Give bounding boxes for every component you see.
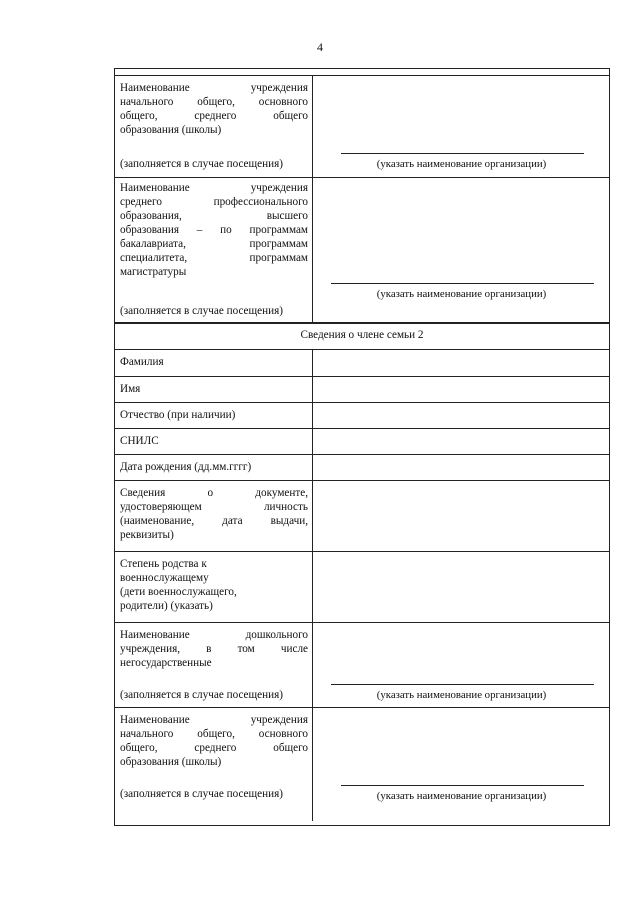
school-2-note: (заполняется в случае посещения) xyxy=(120,788,283,800)
school-2-value[interactable] xyxy=(314,708,609,823)
label-line: общего, среднего общего xyxy=(120,742,308,754)
row-kinship xyxy=(115,551,609,622)
preschool-value[interactable] xyxy=(314,623,609,707)
row-patronymic xyxy=(115,402,609,428)
surname-value[interactable] xyxy=(314,350,609,376)
surname-label: Фамилия xyxy=(120,356,164,368)
patronymic-value[interactable] xyxy=(314,403,609,428)
section-title: Сведения о члене семьи 2 xyxy=(300,329,424,341)
higher-caption: (указать наименование организации) xyxy=(376,288,547,300)
school-1-label xyxy=(120,81,308,137)
row-section-header xyxy=(115,322,609,349)
signature-line xyxy=(341,153,584,154)
label-line: специалитета, программам xyxy=(120,252,308,264)
label-line: учреждения, в том числе xyxy=(120,643,308,655)
label-line: Наименование дошкольного xyxy=(120,629,308,641)
label-line: образования (школы) xyxy=(120,756,222,768)
row-higher-education xyxy=(115,177,609,322)
preschool-caption: (указать наименование организации) xyxy=(376,689,547,701)
label-line: Наименование учреждения xyxy=(120,182,308,194)
name-label: Имя xyxy=(120,383,141,395)
row-birth-date xyxy=(115,454,609,480)
higher-note: (заполняется в случае посещения) xyxy=(120,305,283,317)
birth-date-label: Дата рождения (дд.мм.гггг) xyxy=(120,461,252,473)
school-2-label xyxy=(120,713,308,769)
row-name xyxy=(115,376,609,402)
patronymic-label: Отчество (при наличии) xyxy=(120,409,236,421)
signature-line xyxy=(331,283,594,284)
birth-date-value[interactable] xyxy=(314,455,609,480)
label-line: образования (школы) xyxy=(120,124,222,136)
row-snils xyxy=(115,428,609,454)
signature-line xyxy=(341,785,584,786)
label-line: реквизиты) xyxy=(120,529,174,541)
snils-value[interactable] xyxy=(314,429,609,454)
label-line: Наименование учреждения xyxy=(120,714,308,726)
page-number: 4 xyxy=(317,40,323,54)
label-line: Сведения о документе, xyxy=(120,487,308,499)
signature-line xyxy=(331,684,594,685)
row-surname xyxy=(115,349,609,376)
label-line: начального общего, основного xyxy=(120,96,308,108)
top-rule xyxy=(115,75,609,76)
higher-value[interactable] xyxy=(314,178,609,322)
label-line: негосударственные xyxy=(120,657,212,669)
label-line: (наименование, дата выдачи, xyxy=(120,515,308,527)
school-2-caption: (указать наименование организации) xyxy=(376,790,547,802)
name-value[interactable] xyxy=(314,377,609,402)
label-line: среднего профессионального xyxy=(120,196,308,208)
label-line: военнослужащему xyxy=(120,572,209,584)
kinship-label xyxy=(120,557,308,613)
label-line: начального общего, основного xyxy=(120,728,308,740)
preschool-note: (заполняется в случае посещения) xyxy=(120,689,283,701)
row-school-1 xyxy=(115,78,609,177)
label-line: родители) (указать) xyxy=(120,600,213,612)
id-doc-value[interactable] xyxy=(314,481,609,551)
label-line: образования, высшего xyxy=(120,210,308,222)
label-line: Наименование учреждения xyxy=(120,82,308,94)
id-doc-label xyxy=(120,486,308,542)
school-1-note: (заполняется в случае посещения) xyxy=(120,158,283,170)
school-1-caption: (указать наименование организации) xyxy=(376,158,547,170)
row-school-2 xyxy=(115,707,609,823)
school-1-value[interactable] xyxy=(314,78,609,177)
preschool-label xyxy=(120,628,308,670)
label-line: бакалавриата, программам xyxy=(120,238,308,250)
kinship-value[interactable] xyxy=(314,552,609,622)
snils-label: СНИЛС xyxy=(120,435,159,447)
label-line: Степень родства к xyxy=(120,558,207,570)
row-preschool xyxy=(115,622,609,707)
label-line: общего, среднего общего xyxy=(120,110,308,122)
label-line: образования – по программам xyxy=(120,224,308,236)
label-line: удостоверяющем личность xyxy=(120,501,308,513)
family-member-form xyxy=(114,68,610,826)
row-id-document xyxy=(115,480,609,551)
higher-label xyxy=(120,181,308,279)
label-line: магистратуры xyxy=(120,266,187,278)
label-line: (дети военнослужащего, xyxy=(120,586,237,598)
